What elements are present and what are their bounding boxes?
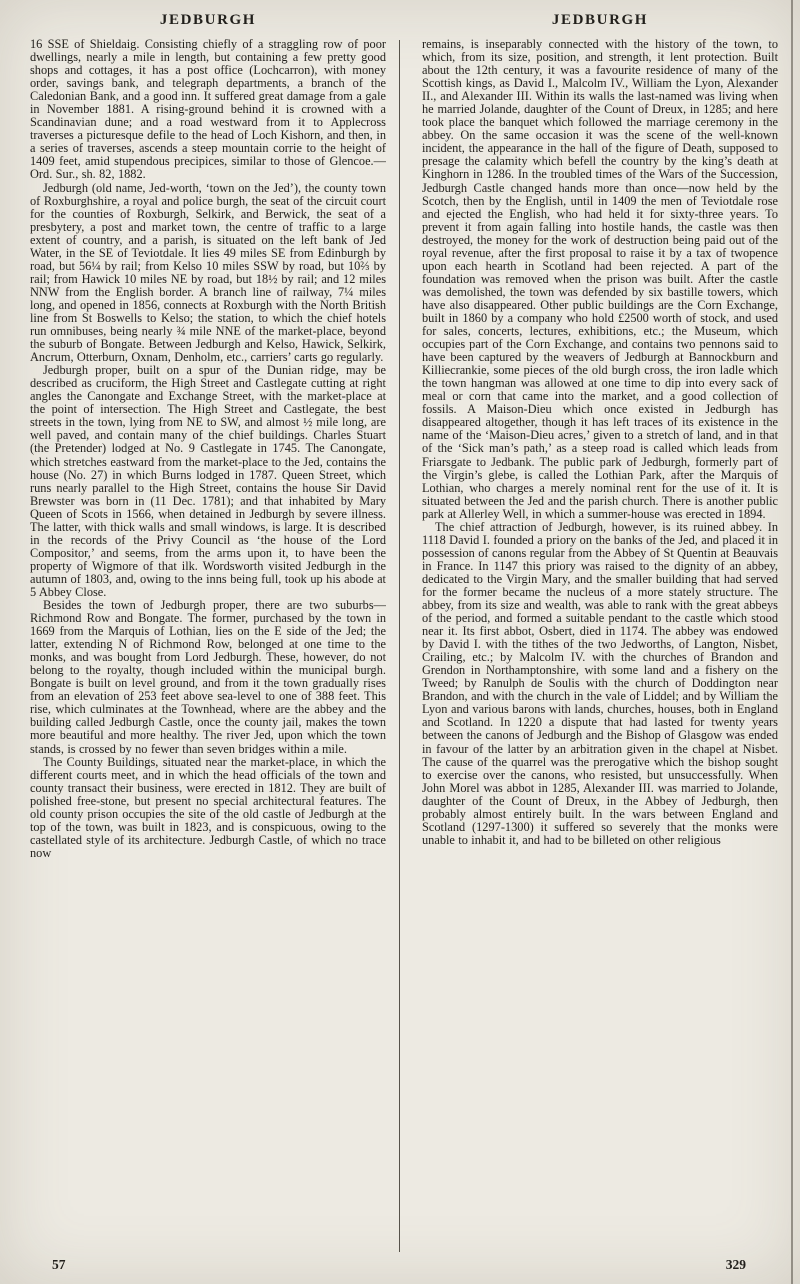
paragraph: Jedburgh proper, built on a spur of the Dunian ridge, may be described as cruciform, the High Street and Castlegate cutting at right angles the Canongate and Exchange Street, with the market-place at the point of intersection. The High Street and Castlegate, the best streets in the town, lying from NE to SW, and almost ½ mile long, are well paved, and contain many of the chief buildings. Charles Stuart (the Pretender) lodged at No. 9 Castlegate in 1745. The Canongate, which stretches eastward from the market-place to the Jed, contains the house (No. 27) in which Burns lodged in 1787. Queen Street, which runs nearly parallel to the High Street, contains the house Sir David Brewster was born in (11 Dec. 1781); and that inhabited by Mary Queen of Scots in 1566, when detained in Jedburgh by severe illness. The latter, with thick walls and small windows, is large. It is described in the records of the Privy Council as ‘the house of the Lord Compositor,’ and seems, from the arms upon it, to have been the property of Wigmore of that ilk. Wordsworth visited Jedburgh in the autumn of 1803, and, owing to the inns being full, took up his abode at 5 Abbey Close. — [30, 363, 386, 599]
running-head-right: JEDBURGH — [551, 12, 649, 28]
column-gap — [386, 12, 422, 1240]
paragraph: 16 SSE of Shieldaig. Consisting chiefly of a straggling row of poor dwellings, nearly a mile in length, but containing a few pretty good shops and cottages, it has a post office (Lochcarron), with money order, savings bank, and telegraph departments, a branch of the Caledonian Bank, and a good inn. It suffered great damage from a gale in November 1881. A rising-ground behind it is crowned with a Scandinavian dune; and a road westward from it to Applecross traverses a picturesque defile to the head of Loch Kishorn, and then, in a series of traverses, ascends a steep mountain corrie to the height of 1409 feet, amid stupendous precipices, similar to those of Glencoe.—Ord. Sur., sh. 82, 1882. — [30, 37, 386, 182]
text-columns — [30, 12, 778, 1240]
right-column — [422, 12, 778, 1240]
running-head-left: JEDBURGH — [159, 12, 257, 28]
paragraph: The chief attraction of Jedburgh, however, is its ruined abbey. In 1118 David I. founded a priory on the banks of the Jed, and placed it in possession of canons regular from the Abbey of St Quentin at Beauvais in France. In 1147 this priory was raised to the dignity of an abbey, dedicated to the Virgin Mary, and the smaller building that had served for the former became the nucleus of a more stately structure. The abbey, from its size and wealth, was able to rank with the great abbeys of the period, and formed a suitable pendant to the castle which stood near it. Its first abbot, Osbert, died in 1174. The abbey was endowed by David I. with the tithes of the two Jedworths, of Langton, Nisbet, Crailing, etc.; by Malcolm IV. with the churches of Brandon and Grendon in Northamptonshire, with some land and a fishery on the Tweed; by Ranulph de Soulis with the church of Doddington near Brandon, and with the church in the vale of Liddel; and by William the Lyon and various barons with lands, churches, houses, both in England and Scotland. In 1220 a dispute that had lasted for twenty years between the canons of Jedburgh and the Bishop of Glasgow was ended in favour of the latter by an arbitration given in the chapel at Nisbet. The cause of the quarrel was the prerogative which the bishop sought to exercise over the canons, who resisted, but unsuccessfully. When John Morel was abbot in 1285, Alexander III. was married to Jolande, daughter of the Count of Dreux, in the Abbey of Jedburgh, then probably almost entirely built. In the wars between England and Scotland (1297-1300) it suffered so severely that the monks were unable to inhabit it, and had to be billeted on other religious — [422, 519, 778, 847]
page-number-left: 57 — [52, 1257, 66, 1272]
left-column — [30, 12, 386, 1240]
paragraph: The County Buildings, situated near the market-place, in which the different courts meet, and in which the head officials of the town and county transact their business, were erected in 1812. They are built of polished free-stone, but present no special architectural features. The old county prison occupies the site of the old castle of Jedburgh at the top of the town, was built in 1823, and is conspicuous, owing to the castellated style of its architecture. Jedburgh Castle, of which no trace now — [30, 754, 386, 860]
page-number-right: 329 — [725, 1257, 746, 1272]
paragraph: remains, is inseparably connected with the history of the town, to which, from its size, position, and strength, it lent protection. Built about the 12th century, it was a favourite residence of many of the Scottish kings, as David I., Malcolm IV., William the Lyon, Alexander II., and Alexander III. Within its walls the last-named was living when he married Jolande, daughter of the Count of Dreux, in 1285; and here took place the banquet which followed the marriage ceremony in the abbey. On the same occasion it was the scene of the well-known incident, the appearance in the hall of the figure of Death, supposed to presage the calamity which befell the country by the king’s death at Kinghorn in 1286. In the troubled times of the Wars of the Succession, Jedburgh Castle changed hands more than once—now held by the Scotch, then by the English, until in 1409 the men of Teviotdale rose and ejected the English, who had held it for sixty-three years. To prevent it from again falling into hostile hands, the castle was then destroyed, the money for the work of destruction being paid out of the royal revenue, after the first proposal to raise it by a tax of twopence upon each hearth in Scotland had been rejected. A part of the foundation was removed when the prison was built. After the castle was demolished, the town was defended by six bastille towers, which have also disappeared. Other public buildings are the Corn Exchange, built in 1860 by a company who hold £2500 worth of stock, and used for sales, concerts, lectures, exhibitions, etc.; the Museum, which occupies part of the Corn Exchange, and contains two pennons said to have been captured by the weavers of Jedburgh at Bannockburn and Killiecrankie, some pieces of the old burgh cross, the iron ladle which the town hangman was allowed at one time to dip into every sack of meal or corn that came into the market, and a good collection of fossils. A Maison-Dieu which once existed in Jedburgh has disappeared altogether, though it has left traces of its existence in the name of the ‘Maison-Dieu acres,’ given to a stretch of land, and in that of the ‘Sick man’s path,’ as a steep road is called which leads from Friarsgate to Jedbank. The public park of Jedburgh, formerly part of the Virgin’s glebe, is called the Lothian Park, after the Marquis of Lothian, who charges a merely nominal rent for the use of it. It is situated between the Jed and the parish church. There is another public park at Allerley Well, in which a summer-house was erected in 1894. — [422, 37, 778, 521]
paragraph: Jedburgh (old name, Jed-worth, ‘town on the Jed’), the county town of Roxburghshire, a royal and police burgh, the seat of the circuit court for the counties of Roxburgh, Selkirk, and Berwick, the seat of a presbytery, a post and market town, the centre of traffic to a large extent of country, and a parish, is situated on the left bank of Jed Water, in the SE of Teviotdale. It lies 49 miles SE from Edinburgh by road, but 56¼ by rail; from Kelso 10 miles SSW by road, but 10⅔ by rail; from Hawick 10 miles NE by road, but 18½ by rail; and 12 miles NNW from the English border. A branch line of railway, 7¼ miles long, and opened in 1856, connects at Roxburgh with the North British line from St Boswells to Kelso; the station, to which the chief hotels run omnibuses, being nearly ¾ mile NNE of the market-place, beyond the suburb of Bongate. Between Jedburgh and Kelso, Hawick, Selkirk, Ancrum, Otterburn, Oxnam, Denholm, etc., carriers’ carts go regularly. — [30, 180, 386, 365]
scan-edge-line — [791, 0, 793, 1284]
column-divider-rule — [399, 40, 400, 1252]
paragraph: Besides the town of Jedburgh proper, there are two suburbs—Richmond Row and Bongate. The former, purchased by the town in 1669 from the Marquis of Lothian, lies on the E side of the Jed; the latter, extending N of Richmond Row, belonged at one time to the monks, and was bought from Lord Jedburgh. These, however, do not belong to the royalty, though included within the municipal burgh. Bongate is built on level ground, and from it the town gradually rises from an elevation of 253 feet above sea-level to one of 388 feet. This rise, which culminates at the Townhead, where are the abbey and the building called Jedburgh Castle, once the county jail, makes the town more beautiful and more healthy. The river Jed, upon which the town stands, is crossed by no fewer than seven bridges within a mile. — [30, 598, 386, 756]
